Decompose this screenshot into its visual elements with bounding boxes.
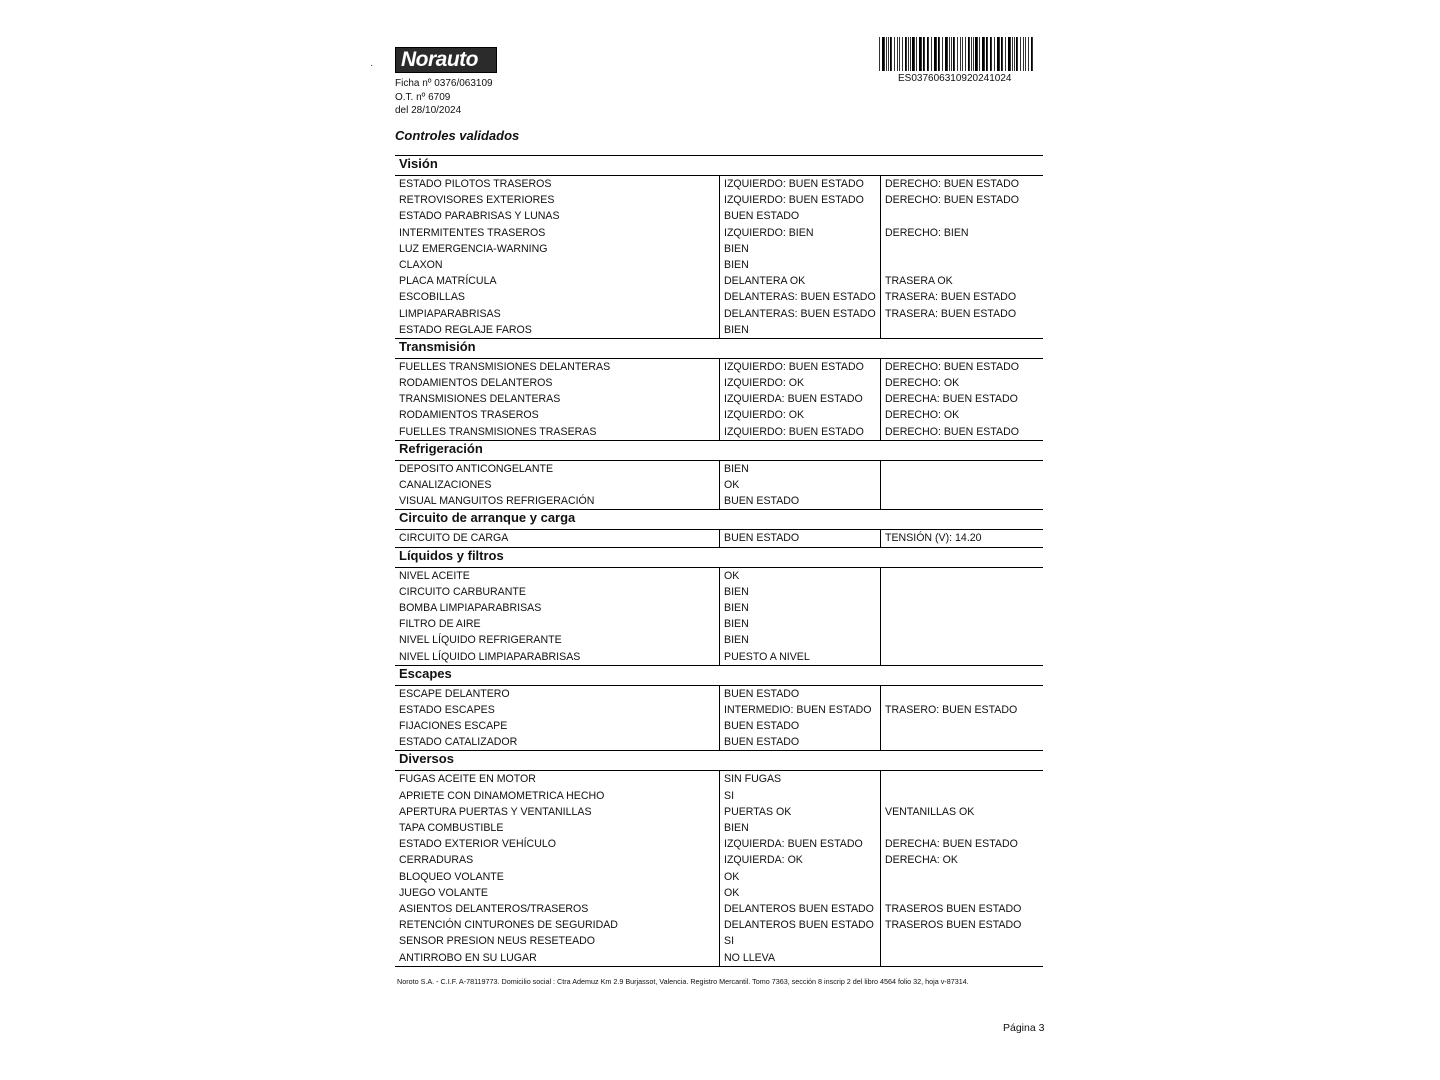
barcode-bar	[986, 37, 988, 71]
check-result-secondary	[880, 950, 1043, 966]
check-result-secondary	[880, 477, 1043, 493]
table-row	[395, 407, 1043, 423]
check-item: SENSOR PRESION NEUS RESETEADO	[399, 935, 596, 948]
check-item: NIVEL LÍQUIDO LIMPIAPARABRISAS	[399, 650, 581, 663]
check-item: CIRCUITO CARBURANTE	[399, 585, 526, 598]
check-result: IZQUIERDO: OK	[719, 407, 880, 423]
check-result: BIEN	[719, 241, 880, 257]
barcode-bar	[965, 37, 966, 71]
check-item: RETROVISORES EXTERIORES	[399, 194, 555, 207]
check-result: IZQUIERDO: BUEN ESTADO	[719, 176, 880, 192]
check-result-secondary: DERECHA: OK	[880, 852, 1043, 868]
check-result-secondary	[880, 461, 1043, 477]
check-item: FUELLES TRANSMISIONES TRASERAS	[399, 425, 597, 438]
check-result-secondary: DERECHA: BUEN ESTADO	[880, 391, 1043, 407]
check-result-secondary	[880, 718, 1043, 734]
table-row	[395, 322, 1043, 338]
table-row	[395, 771, 1043, 787]
barcode-number: ES037606310920241024	[898, 73, 1012, 84]
table-row	[395, 391, 1043, 407]
barcode-bar	[1025, 37, 1026, 71]
barcode-bar	[990, 37, 992, 71]
table-row	[395, 306, 1043, 322]
barcode-bar	[949, 37, 950, 71]
table-row	[395, 885, 1043, 901]
barcode-bar	[886, 37, 887, 71]
barcode-bar	[919, 37, 922, 71]
table-row	[395, 933, 1043, 949]
check-result: IZQUIERDO: BUEN ESTADO	[719, 192, 880, 208]
barcode-bar	[894, 37, 895, 71]
table-row	[395, 901, 1043, 917]
barcode-bar	[1028, 37, 1029, 71]
check-item: ESTADO PARABRISAS Y LUNAS	[399, 210, 560, 223]
barcode-bar	[934, 37, 937, 71]
barcode-bar	[905, 37, 907, 71]
check-item: LUZ EMERGENCIA-WARNING	[399, 242, 548, 255]
check-item: FIJACIONES ESCAPE	[399, 720, 508, 733]
check-result: BUEN ESTADO	[719, 718, 880, 734]
check-result-secondary: TRASERO: BUEN ESTADO	[880, 702, 1043, 718]
barcode-bar	[971, 37, 972, 71]
check-item: ASIENTOS DELANTEROS/TRASEROS	[399, 902, 589, 915]
section-header: Diversos	[395, 750, 1043, 770]
check-result: DELANTERA OK	[719, 273, 880, 289]
barcode-bar	[953, 37, 955, 71]
barcode-bar	[1001, 37, 1003, 71]
barcode-bar	[1016, 37, 1018, 71]
check-result: OK	[719, 568, 880, 584]
check-item: CERRADURAS	[399, 854, 474, 867]
barcode-bar	[975, 37, 978, 71]
table-row	[395, 477, 1043, 493]
document-date: del 28/10/2024	[395, 105, 462, 116]
table-bottom-rule	[395, 966, 1043, 967]
table-row	[395, 493, 1043, 509]
barcode-bar	[1008, 37, 1011, 71]
barcode-bar	[927, 37, 929, 71]
check-result: PUERTAS OK	[719, 804, 880, 820]
check-result-secondary	[880, 885, 1043, 901]
check-item: TRANSMISIONES DELANTERAS	[399, 393, 561, 406]
table-row	[395, 241, 1043, 257]
norauto-logo: Norauto	[395, 47, 497, 73]
barcode-bar	[968, 37, 970, 71]
check-result-secondary	[880, 600, 1043, 616]
barcode-bar	[1005, 37, 1006, 71]
table-row	[395, 289, 1043, 305]
check-item: APRIETE CON DINAMOMETRICA HECHO	[399, 789, 605, 802]
table-row	[395, 869, 1043, 885]
check-result: BUEN ESTADO	[719, 734, 880, 750]
check-result: DELANTERAS: BUEN ESTADO	[719, 289, 880, 305]
table-row	[395, 649, 1043, 665]
barcode-bar	[957, 37, 958, 71]
table-row	[395, 616, 1043, 632]
check-item: TAPA COMBUSTIBLE	[399, 822, 504, 834]
check-result-secondary: TENSIÓN (V): 14.20	[880, 530, 1043, 546]
check-result: BIEN	[719, 461, 880, 477]
table-row	[395, 530, 1043, 546]
check-result: BIEN	[719, 616, 880, 632]
check-item: PLACA MATRÍCULA	[399, 275, 497, 288]
table-row	[395, 852, 1043, 868]
barcode-bar	[888, 37, 889, 71]
table-row	[395, 950, 1043, 966]
barcode-bar	[942, 37, 943, 71]
check-result-secondary: DERECHO: BIEN	[880, 225, 1043, 241]
check-result-secondary	[880, 322, 1043, 338]
check-result-secondary: DERECHO: BUEN ESTADO	[880, 192, 1043, 208]
check-result-secondary	[880, 649, 1043, 665]
check-result: BUEN ESTADO	[719, 208, 880, 224]
check-item: ESTADO ESCAPES	[399, 703, 495, 716]
check-result-secondary	[880, 933, 1043, 949]
section-header: Escapes	[395, 665, 1043, 685]
barcode-bar	[960, 37, 961, 71]
table-row	[395, 718, 1043, 734]
check-result-secondary: TRASERA: BUEN ESTADO	[880, 306, 1043, 322]
check-result-secondary: TRASEROS BUEN ESTADO	[880, 901, 1043, 917]
section-header: Transmisión	[395, 338, 1043, 358]
check-result: BIEN	[719, 600, 880, 616]
check-result: SIN FUGAS	[719, 771, 880, 787]
check-item: LIMPIAPARABRISAS	[399, 307, 501, 320]
table-row	[395, 600, 1043, 616]
barcode-bar	[973, 37, 974, 71]
check-result-secondary: TRASEROS BUEN ESTADO	[880, 917, 1043, 933]
barcode-bar	[897, 37, 898, 71]
table-row	[395, 686, 1043, 702]
table-row	[395, 424, 1043, 440]
check-result: IZQUIERDA: BUEN ESTADO	[719, 836, 880, 852]
barcode-bar	[945, 37, 948, 71]
table-row	[395, 584, 1043, 600]
check-result: BIEN	[719, 322, 880, 338]
check-item: FUELLES TRANSMISIONES DELANTERAS	[399, 360, 611, 373]
check-item: APERTURA PUERTAS Y VENTANILLAS	[399, 805, 592, 818]
barcode-bar	[879, 37, 880, 71]
section-header: Circuito de arranque y carga	[395, 509, 1043, 529]
table-row	[395, 176, 1043, 192]
check-item: CANALIZACIONES	[399, 479, 492, 491]
check-result: DELANTERAS: BUEN ESTADO	[719, 306, 880, 322]
check-result: BUEN ESTADO	[719, 530, 880, 546]
barcode-bar	[908, 37, 909, 71]
check-result-secondary	[880, 788, 1043, 804]
section-rows	[395, 567, 1043, 665]
barcode-bar	[910, 37, 911, 71]
barcode-bar	[1031, 37, 1033, 71]
barcode-bar	[890, 37, 892, 71]
barcode-bar	[916, 37, 917, 71]
check-result-secondary: VENTANILLAS OK	[880, 804, 1043, 820]
barcode-bar	[902, 37, 903, 71]
barcode-image	[878, 37, 1036, 71]
scan-speck: ·	[370, 60, 374, 71]
check-result-secondary: DERECHO: BUEN ESTADO	[880, 176, 1043, 192]
check-result-secondary	[880, 869, 1043, 885]
check-result: BUEN ESTADO	[719, 493, 880, 509]
barcode-bar	[1012, 37, 1013, 71]
check-result-secondary: TRASERA: BUEN ESTADO	[880, 289, 1043, 305]
document-meta	[395, 77, 493, 118]
check-result-secondary: DERECHO: OK	[880, 375, 1043, 391]
check-result-secondary	[880, 241, 1043, 257]
table-row	[395, 820, 1043, 836]
table-row	[395, 632, 1043, 648]
check-result-secondary: TRASERA OK	[880, 273, 1043, 289]
barcode-bar	[931, 37, 932, 71]
check-item: CIRCUITO DE CARGA	[399, 532, 509, 545]
check-result: OK	[719, 869, 880, 885]
check-result: OK	[719, 885, 880, 901]
table-row	[395, 461, 1043, 477]
check-result: IZQUIERDA: OK	[719, 852, 880, 868]
section-header: Refrigeración	[395, 440, 1043, 460]
check-result-secondary	[880, 632, 1043, 648]
section-rows	[395, 685, 1043, 751]
check-result: IZQUIERDA: BUEN ESTADO	[719, 391, 880, 407]
check-result: NO LLEVA	[719, 950, 880, 966]
check-item: JUEGO VOLANTE	[399, 886, 488, 899]
check-result-secondary: DERECHO: BUEN ESTADO	[880, 424, 1043, 440]
check-result: BIEN	[719, 820, 880, 836]
check-result: SI	[719, 788, 880, 804]
table-row	[395, 257, 1043, 273]
check-result: IZQUIERDO: BIEN	[719, 225, 880, 241]
check-item: NIVEL ACEITE	[399, 569, 470, 582]
barcode-bar	[938, 37, 940, 71]
controls-table	[395, 155, 1043, 967]
page-number: Página 3	[1003, 1022, 1045, 1034]
check-result-secondary	[880, 616, 1043, 632]
barcode-bar	[962, 37, 963, 71]
table-row	[395, 702, 1043, 718]
check-result-secondary	[880, 771, 1043, 787]
ot-number: O.T. nº 6709	[395, 91, 451, 103]
check-item: ESCOBILLAS	[399, 291, 465, 304]
barcode-bar	[1023, 37, 1024, 71]
check-item: DEPOSITO ANTICONGELANTE	[399, 462, 554, 475]
check-item: ESTADO REGLAJE FAROS	[399, 323, 532, 336]
check-item: ESCAPE DELANTERO	[399, 687, 510, 700]
table-row	[395, 804, 1043, 820]
check-item: ESTADO PILOTOS TRASEROS	[399, 178, 552, 190]
table-row	[395, 359, 1043, 375]
check-result: SI	[719, 933, 880, 949]
check-item: FUGAS ACEITE EN MOTOR	[399, 773, 536, 786]
table-row	[395, 836, 1043, 852]
check-result: DELANTEROS BUEN ESTADO	[719, 917, 880, 933]
check-result-secondary: DERECHA: BUEN ESTADO	[880, 836, 1043, 852]
table-row	[395, 788, 1043, 804]
check-result-secondary: DERECHO: OK	[880, 407, 1043, 423]
check-item: ESTADO CATALIZADOR	[399, 736, 518, 749]
barcode-bar	[997, 37, 1000, 71]
check-result: INTERMEDIO: BUEN ESTADO	[719, 702, 880, 718]
ficha-number: Ficha nº 0376/063109	[395, 78, 493, 89]
legal-footer: Noroto S.A. - C.I.F. A-78119773. Domicilio social : Ctra Ademuz Km 2.9 Burjassot, Valencia. Registro Mercantil. Tomo 7363, sección 8 inscrip 2 del libro 4564 folio 32, hoja v-87314.	[397, 977, 969, 986]
table-row	[395, 734, 1043, 750]
check-result: BIEN	[719, 257, 880, 273]
table-row	[395, 225, 1043, 241]
table-row	[395, 273, 1043, 289]
check-item: BOMBA LIMPIAPARABRISAS	[399, 601, 542, 614]
section-header: Líquidos y filtros	[395, 547, 1043, 567]
check-result-secondary	[880, 820, 1043, 836]
check-result: IZQUIERDO: OK	[719, 375, 880, 391]
check-item: ESTADO EXTERIOR VEHÍCULO	[399, 838, 556, 851]
check-item: RODAMIENTOS TRASEROS	[399, 409, 539, 422]
check-item: CLAXON	[399, 258, 443, 271]
section-rows	[395, 529, 1043, 546]
barcode-bar	[979, 37, 980, 71]
check-result-secondary	[880, 568, 1043, 584]
barcode-bar	[882, 37, 885, 71]
barcode-bar	[1014, 37, 1015, 71]
check-result: OK	[719, 477, 880, 493]
section-header: Visión	[395, 155, 1043, 175]
barcode-bar	[912, 37, 915, 71]
barcode-bar	[994, 37, 995, 71]
check-result: IZQUIERDO: BUEN ESTADO	[719, 424, 880, 440]
check-result: DELANTEROS BUEN ESTADO	[719, 901, 880, 917]
check-result-secondary	[880, 208, 1043, 224]
table-row	[395, 917, 1043, 933]
check-item: VISUAL MANGUITOS REFRIGERACIÓN	[399, 495, 595, 508]
barcode-bar	[899, 37, 900, 71]
check-item: BLOQUEO VOLANTE	[399, 870, 504, 883]
check-item: RETENCIÓN CINTURONES DE SEGURIDAD	[399, 919, 618, 932]
check-result: PUESTO A NIVEL	[719, 649, 880, 665]
check-result: BIEN	[719, 632, 880, 648]
barcode-bar	[982, 37, 985, 71]
section-rows	[395, 175, 1043, 338]
check-result-secondary: DERECHO: BUEN ESTADO	[880, 359, 1043, 375]
check-result: BIEN	[719, 584, 880, 600]
check-result-secondary	[880, 257, 1043, 273]
check-item: ANTIRROBO EN SU LUGAR	[399, 951, 537, 964]
check-item: NIVEL LÍQUIDO REFRIGERANTE	[399, 634, 562, 647]
check-item: FILTRO DE AIRE	[399, 618, 481, 631]
check-result-secondary	[880, 493, 1043, 509]
table-row	[395, 208, 1043, 224]
check-result-secondary	[880, 734, 1043, 750]
table-row	[395, 568, 1043, 584]
section-rows	[395, 770, 1043, 965]
table-row	[395, 375, 1043, 391]
section-rows	[395, 358, 1043, 440]
check-result: BUEN ESTADO	[719, 686, 880, 702]
table-row	[395, 192, 1043, 208]
barcode-bar	[951, 37, 952, 71]
check-result-secondary	[880, 686, 1043, 702]
check-result-secondary	[880, 584, 1043, 600]
barcode-bar	[923, 37, 925, 71]
section-rows	[395, 460, 1043, 510]
check-item: INTERMITENTES TRASEROS	[399, 226, 546, 239]
page-title: Controles validados	[395, 128, 520, 143]
barcode-bar	[1020, 37, 1021, 71]
check-item: RODAMIENTOS DELANTEROS	[399, 377, 553, 390]
check-result: IZQUIERDO: BUEN ESTADO	[719, 359, 880, 375]
